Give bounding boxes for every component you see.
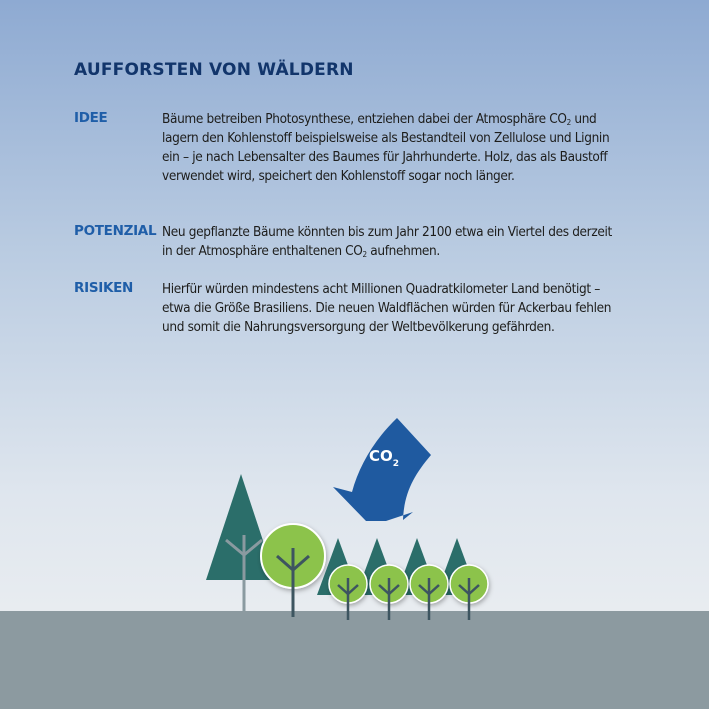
term-risiken: RISIKEN <box>74 280 134 296</box>
deciduous-tree-small-4 <box>450 565 488 620</box>
page-title: AUFFORSTEN VON WÄLDERN <box>74 60 354 80</box>
co2-arrow-icon <box>333 418 431 521</box>
deciduous-tree-small-2 <box>370 565 408 620</box>
deciduous-tree-large <box>261 524 325 617</box>
co2-arrow-label: $CO_2$ <box>369 447 400 469</box>
deciduous-tree-small-1 <box>329 565 367 620</box>
term-idee: IDEE <box>74 110 108 126</box>
desc-idee: Bäume betreiben Photosynthese, entziehen dabei der Atmosphäre $CO_2$ und lagern den Kohlenstoff beispielsweise als Bestandteil von Zellulose und Lignin ein – je nach Lebensalter des Baumes für Jahrhunderte. Holz, das als Baustoff verwendet wird, speichert den Kohlenstoff sogar noch länger. <box>162 111 610 184</box>
deciduous-tree-small-3 <box>410 565 448 620</box>
desc-risiken: Hierfür würden mindestens acht Millionen Quadratkilometer Land benötigt – etwa die Größe Brasiliens. Die neuen Waldflächen würden für Ackerbau fehlen und somit die Nahrungsversorgung der Weltbevölkerung gefährden. <box>162 281 612 335</box>
desc-potenzial: Neu gepflanzte Bäume könnten bis zum Jahr 2100 etwa ein Viertel des derzeit in der Atmosphäre enthaltenen $CO_2$ aufnehmen. <box>162 224 612 259</box>
term-potenzial: POTENZIAL <box>74 223 157 239</box>
